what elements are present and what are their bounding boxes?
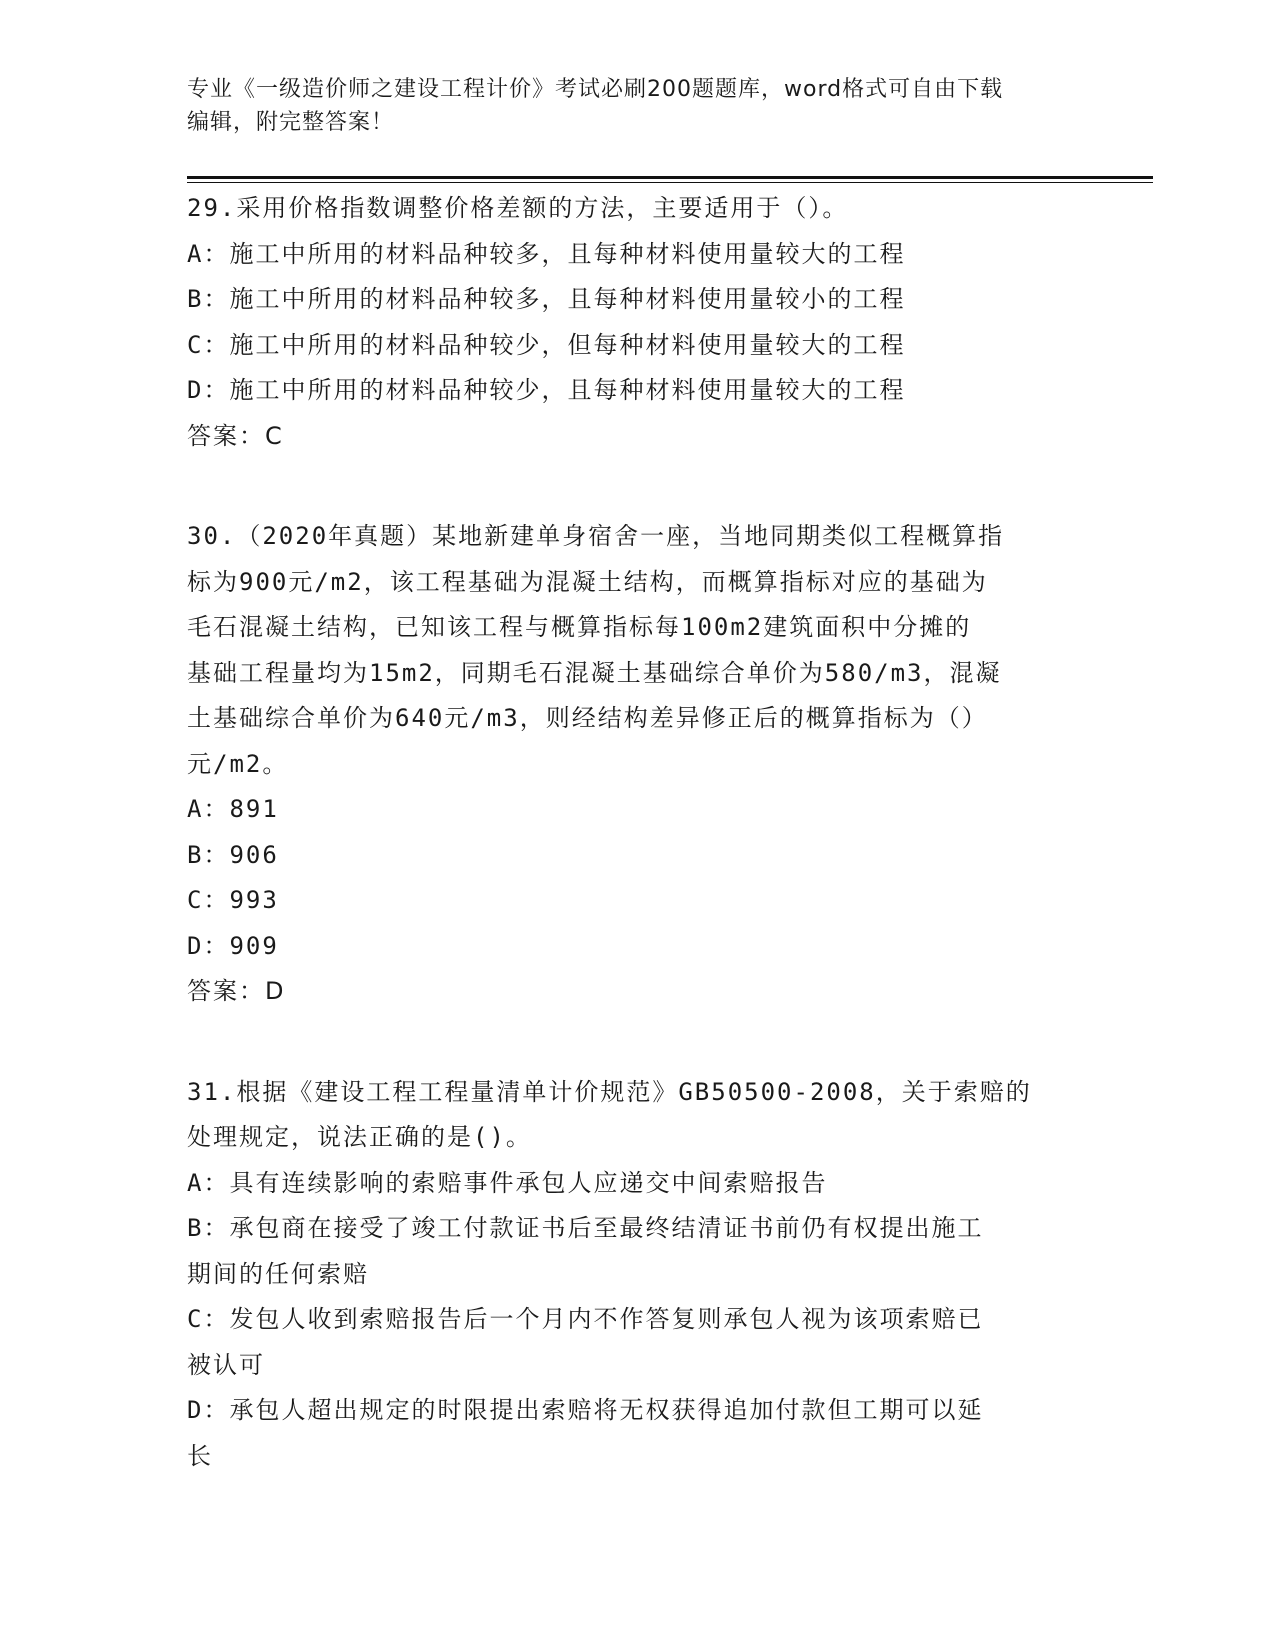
question-31 bbox=[187, 1070, 1087, 1480]
header-rule-thick bbox=[187, 176, 1153, 179]
answer-label: 答案：D bbox=[187, 977, 286, 1005]
document-header bbox=[187, 73, 1067, 139]
header-line-2: 编辑，附完整答案！ bbox=[187, 110, 395, 135]
option-d-continued: 长 bbox=[187, 1441, 213, 1470]
question-stem-line: 标为900元/m2，该工程基础为混凝土结构，而概算指标对应的基础为 bbox=[187, 567, 988, 596]
answer-label: 答案：C bbox=[187, 421, 284, 450]
option-a: A：891 bbox=[187, 795, 279, 823]
question-stem-line: 处理规定，说法正确的是()。 bbox=[187, 1123, 532, 1151]
option-c: C：993 bbox=[187, 886, 279, 914]
option-a: A：具有连续影响的索赔事件承包人应递交中间索赔报告 bbox=[187, 1168, 828, 1197]
option-b: B：施工中所用的材料品种较多，且每种材料使用量较小的工程 bbox=[187, 285, 906, 313]
option-c-continued: 被认可 bbox=[187, 1350, 265, 1379]
question-stem-line: 毛石混凝土结构，已知该工程与概算指标每100m2建筑面积中分摊的 bbox=[187, 613, 972, 641]
option-b-continued: 期间的任何索赔 bbox=[187, 1259, 369, 1288]
question-list bbox=[187, 186, 1087, 1534]
option-d: D：施工中所用的材料品种较少，且每种材料使用量较大的工程 bbox=[187, 376, 906, 404]
header-line-1: 专业《一级造价师之建设工程计价》考试必刷200题题库，word格式可自由下载 bbox=[187, 77, 1004, 102]
question-stem-line: 31.根据《建设工程工程量清单计价规范》GB50500-2008，关于索赔的 bbox=[187, 1077, 1032, 1106]
option-d: D：承包人超出规定的时限提出索赔将无权获得追加付款但工期可以延 bbox=[187, 1396, 984, 1424]
question-stem: 29.采用价格指数调整价格差额的方法，主要适用于（）。 bbox=[187, 194, 849, 222]
option-b: B：906 bbox=[187, 840, 279, 869]
option-b: B：承包商在接受了竣工付款证书后至最终结清证书前仍有权提出施工 bbox=[187, 1214, 984, 1242]
option-a: A：施工中所用的材料品种较多，且每种材料使用量较大的工程 bbox=[187, 239, 906, 268]
question-stem-line: 基础工程量均为15m2，同期毛石混凝土基础综合单价为580/m3，混凝 bbox=[187, 658, 1002, 687]
question-stem-line: 元/m2。 bbox=[187, 749, 289, 778]
option-c: C：发包人收到索赔报告后一个月内不作答复则承包人视为该项索赔已 bbox=[187, 1305, 984, 1333]
header-rule-thin bbox=[187, 182, 1153, 183]
question-stem-line: 30.（2020年真题）某地新建单身宿舍一座，当地同期类似工程概算指 bbox=[187, 522, 1005, 550]
option-d: D：909 bbox=[187, 931, 279, 960]
question-30 bbox=[187, 514, 1087, 1015]
question-stem-line: 土基础综合单价为640元/m3，则经结构差异修正后的概算指标为（） bbox=[187, 704, 988, 732]
question-29 bbox=[187, 186, 1087, 459]
option-c: C：施工中所用的材料品种较少，但每种材料使用量较大的工程 bbox=[187, 330, 906, 359]
